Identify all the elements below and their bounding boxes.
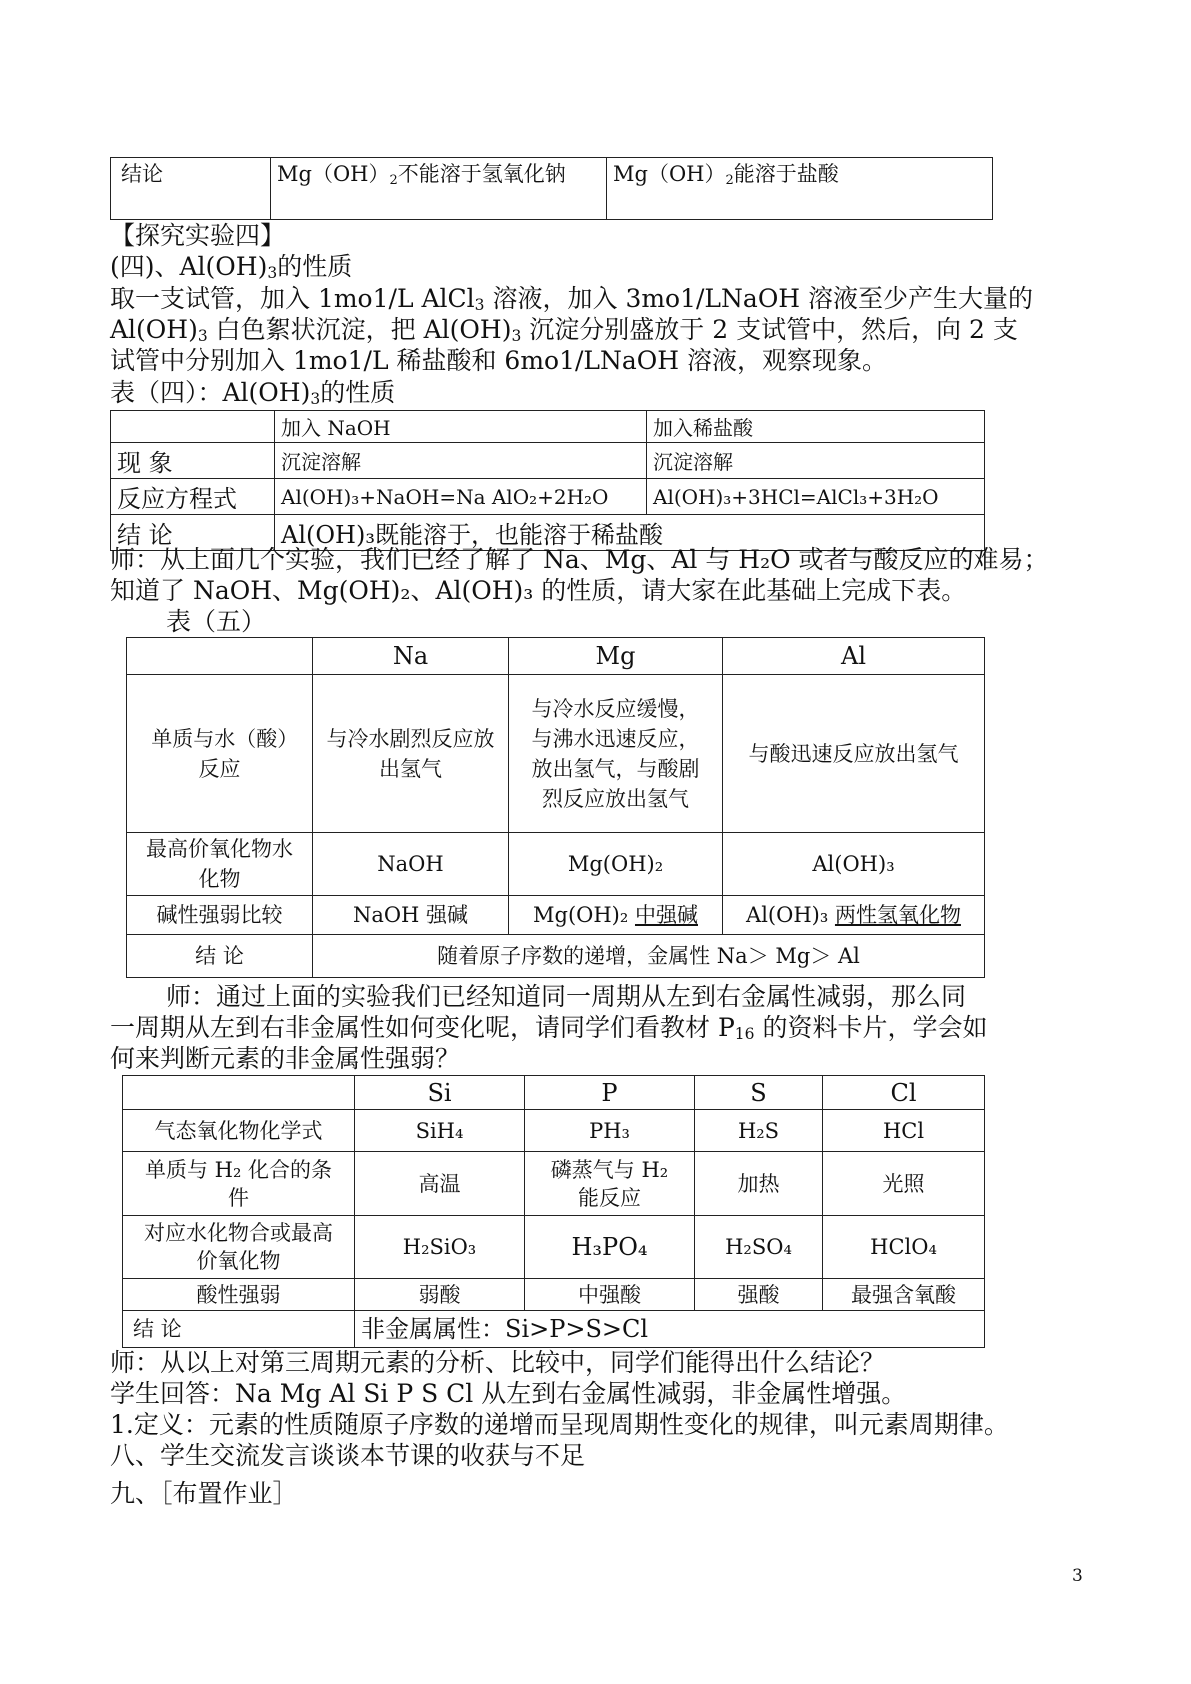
teacher1-line1: 师：从上面几个实验，我们已经了解了 Na、Mg、Al 与 H₂O 或者与酸反应的难易； (110, 545, 1049, 574)
table4-caption: 表（四）：$Al(OH)_3$的性质 (110, 378, 396, 408)
table6-condition-cl: 光照 (823, 1152, 985, 1216)
table5-hydroxide-na: NaOH (313, 833, 509, 896)
section4-paragraph-line3: 试管中分别加入 1mo1/L 稀盐酸和 6mo1/LNaOH 溶液，观察现象。 (110, 346, 888, 375)
table4-row-equation-label: 反应方程式 (111, 479, 275, 515)
table6-row-condition-label: 单质与 H₂ 化合的条件 (123, 1152, 355, 1216)
table6-row-hydride-label: 气态氧化物化学式 (123, 1110, 355, 1152)
metal-comparison-table (126, 637, 985, 978)
table5-hydroxide-al: Al(OH)₃ (723, 833, 985, 896)
student-answer: 学生回答：Na Mg Al Si P S Cl 从左到右金属性减弱，非金属性增强。 (110, 1379, 907, 1408)
table5-basicity-al: Al(OH)₃ 两性氢氧化物 (723, 896, 985, 935)
table5-empty-header (127, 638, 313, 675)
section4-paragraph-line2: $Al(OH)_3$ 白色絮状沉淀，把 $Al(OH)_3$ 沉淀分别盛放于 2 支试管中，然后，向 2 支 (110, 315, 1018, 345)
section4-heading: 【探究实验四】 (110, 221, 286, 250)
table4-row-phenomenon-label: 现 象 (111, 443, 275, 479)
table6-strength-cl: 最强含氧酸 (823, 1279, 985, 1311)
teacher1-line2: 知道了 NaOH、Mg(OH)₂、Al(OH)₃ 的性质，请大家在此基础上完成下表。 (110, 576, 967, 605)
mg-oh-hcl-cell: $Mg(OH)_2$能溶于盐酸 (607, 158, 993, 220)
mg-oh-conclusion-table (110, 157, 993, 220)
table4-row-conclusion-label: 结 论 (111, 515, 275, 551)
table4-phenomenon-naoh: 沉淀溶解 (275, 443, 647, 479)
table6-hydride-s: H₂S (695, 1110, 823, 1152)
table4-header-hcl: 加入稀盐酸 (647, 411, 985, 443)
table6-acid-s: H₂SO₄ (695, 1216, 823, 1279)
section4-title: (四)、$Al(OH)_3$的性质 (110, 252, 353, 282)
table6-row-conclusion-label: 结 论 (123, 1311, 355, 1348)
table5-row-basicity-label: 碱性强弱比较 (127, 896, 313, 935)
table6-strength-s: 强酸 (695, 1279, 823, 1311)
table5-header-na: Na (313, 638, 509, 675)
table4-equation-naoh: Al(OH)₃+NaOH=Na AlO₂+2H₂O (275, 479, 647, 515)
table6-strength-p: 中强酸 (525, 1279, 695, 1311)
table5-hydroxide-mg: Mg(OH)₂ (509, 833, 723, 896)
section8-heading: 八、学生交流发言谈谈本节课的收获与不足 (110, 1441, 586, 1470)
table4-conclusion-text: Al(OH)₃既能溶于，也能溶于稀盐酸 (275, 515, 985, 551)
table6-acid-cl: HClO₄ (823, 1216, 985, 1279)
table6-acid-si: H₂SiO₃ (355, 1216, 525, 1279)
table6-condition-s: 加热 (695, 1152, 823, 1216)
table5-conclusion-text: 随着原子序数的递增，金属性 Na＞ Mg＞ Al (313, 935, 985, 978)
table4-header-naoh: 加入 NaOH (275, 411, 647, 443)
table6-header-p: P (525, 1076, 695, 1110)
table6-header-cl: Cl (823, 1076, 985, 1110)
table6-hydride-si: SiH₄ (355, 1110, 525, 1152)
table6-header-si: Si (355, 1076, 525, 1110)
table6-condition-p: 磷蒸气与 H₂ 能反应 (525, 1152, 695, 1216)
section9-heading: 九、［布置作业］ (110, 1479, 298, 1508)
table6-hydride-p: PH₃ (525, 1110, 695, 1152)
table5-basicity-mg: Mg(OH)₂ 中强碱 (509, 896, 723, 935)
table5-caption: 表（五） (166, 607, 267, 636)
teacher2-line2: 一周期从左到右非金属性如何变化呢，请同学们看教材 $P_{16}$ 的资料卡片，学会如 (110, 1013, 988, 1043)
table5-reaction-al: 与酸迅速反应放出氢气 (723, 675, 985, 833)
table6-hydride-cl: HCl (823, 1110, 985, 1152)
table4-empty-header (111, 411, 275, 443)
teacher2-line1: 师：通过上面的实验我们已经知道同一周期从左到右金属性减弱，那么同 (166, 982, 967, 1011)
table6-empty-header (123, 1076, 355, 1110)
teacher-question: 师：从以上对第三周期元素的分析、比较中，同学们能得出什么结论？ (110, 1348, 886, 1377)
conclusion-label: 结论 (111, 158, 271, 220)
table5-reaction-na: 与冷水剧烈反应放出氢气 (313, 675, 509, 833)
table5-row-conclusion-label: 结 论 (127, 935, 313, 978)
table4-equation-hcl: Al(OH)₃+3HCl=AlCl₃+3H₂O (647, 479, 985, 515)
table6-header-s: S (695, 1076, 823, 1110)
table6-conclusion-text: 非金属属性：Si>P>S>Cl (355, 1311, 985, 1348)
table6-strength-si: 弱酸 (355, 1279, 525, 1311)
table6-condition-si: 高温 (355, 1152, 525, 1216)
teacher2-line3: 何来判断元素的非金属性强弱？ (110, 1044, 461, 1073)
page-number: 3 (1072, 1566, 1083, 1586)
table5-header-mg: Mg (509, 638, 723, 675)
aloh3-properties-table (110, 410, 985, 551)
table6-acid-p: H₃PO₄ (525, 1216, 695, 1279)
mg-oh-naoh-cell: $Mg(OH)_2$不能溶于氢氧化钠 (271, 158, 607, 220)
table4-phenomenon-hcl: 沉淀溶解 (647, 443, 985, 479)
table5-row-hydroxide-label: 最高价氧化物水化物 (127, 833, 313, 896)
table5-basicity-na: NaOH 强碱 (313, 896, 509, 935)
nonmetal-comparison-table (122, 1075, 985, 1348)
table6-row-acid-label: 对应水化物合或最高价氧化物 (123, 1216, 355, 1279)
table5-header-al: Al (723, 638, 985, 675)
table5-reaction-mg: 与冷水反应缓慢，与沸水迅速反应，放出氢气，与酸剧烈反应放出氢气 (509, 675, 723, 833)
section4-paragraph-line1: 取一支试管，加入 1mo1/L AlCl$_3$ 溶液，加入 3mo1/LNaOH 溶液至少产生大量的 (110, 284, 1034, 314)
table6-row-strength-label: 酸性强弱 (123, 1279, 355, 1311)
table5-row-reaction-label: 单质与水（酸）反应 (127, 675, 313, 833)
periodic-law-definition: 1.定义：元素的性质随原子序数的递增而呈现周期性变化的规律，叫元素周期律。 (110, 1410, 1009, 1439)
